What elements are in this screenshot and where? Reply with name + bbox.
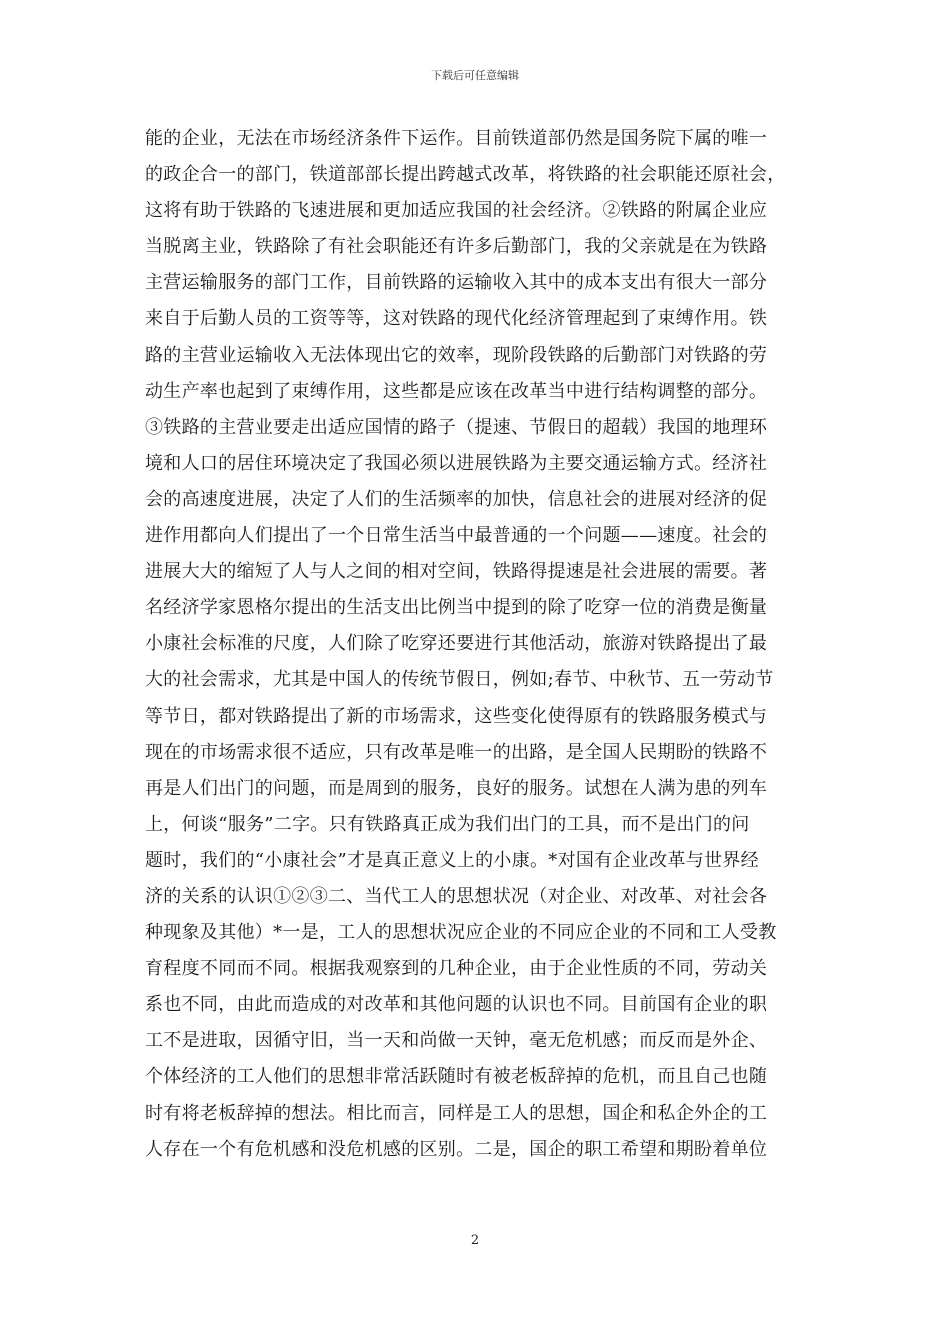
body-line: 的政企合一的部门，铁道部部长提出跨越式改革，将铁路的社会职能还原社会， (145, 164, 786, 186)
body-line: 育程度不同而不同。根据我观察到的几种企业，由于企业性质的不同，劳动关 (145, 958, 768, 980)
body-line: 主营运输服务的部门工作，目前铁路的运输收入其中的成本支出有很大一部分 (145, 272, 768, 294)
body-line: 能的企业，无法在市场经济条件下运作。目前铁道部仍然是国务院下属的唯一 (145, 128, 768, 149)
body-line: 大的社会需求，尤其是中国人的传统节假日，例如;春节、中秋节、五一劳动节 (145, 669, 774, 691)
body-line: 工不是进取，因循守旧，当一天和尚做一天钟，毫无危机感；而反而是外企、 (145, 1030, 768, 1052)
body-line: 再是人们出门的问题，而是周到的服务，良好的服务。试想在人满为患的列车 (145, 777, 768, 799)
body-line: 动生产率也起到了束缚作用，这些都是应该在改革当中进行结构调整的部分。 (145, 380, 768, 402)
document-body (145, 121, 805, 1168)
body-line: 人存在一个有危机感和没危机感的区别。二是，国企的职工希望和期盼着单位 (145, 1138, 768, 1160)
body-line: 小康社会标准的尺度，人们除了吃穿还要进行其他活动，旅游对铁路提出了最 (145, 633, 768, 655)
body-line: 进作用都向人们提出了一个日常生活当中最普通的一个问题——速度。社会的 (145, 525, 768, 547)
body-line: 系也不同，由此而造成的对改革和其他问题的认识也不同。目前国有企业的职 (145, 994, 768, 1016)
body-line: ③铁路的主营业要走出适应国情的路子（提速、节假日的超载）我国的地理环 (145, 416, 768, 438)
body-line: 现在的市场需求很不适应，只有改革是唯一的出路，是全国人民期盼的铁路不 (145, 741, 768, 763)
body-line: 种现象及其他）*一是，工人的思想状况应企业的不同应企业的不同和工人受教 (145, 922, 777, 944)
body-line: 济的关系的认识①②③二、当代工人的思想状况（对企业、对改革、对社会各 (145, 885, 768, 907)
body-line: 境和人口的居住环境决定了我国必须以进展铁路为主要交通运输方式。经济社 (145, 452, 768, 474)
body-line: 题时，我们的“小康社会”才是真正意义上的小康。*对国有企业改革与世界经 (145, 849, 759, 871)
page-number: 2 (470, 1233, 480, 1248)
page-header: 下载后可任意编辑 (431, 69, 519, 82)
body-line: 上，何谈“服务”二字。只有铁路真正成为我们出门的工具，而不是出门的问 (145, 813, 750, 835)
body-line: 名经济学家恩格尔提出的生活支出比例当中提到的除了吃穿一位的消费是衡量 (145, 597, 768, 619)
body-line: 当脱离主业，铁路除了有社会职能还有许多后勤部门，我的父亲就是在为铁路 (145, 236, 768, 258)
body-line: 进展大大的缩短了人与人之间的相对空间，铁路得提速是社会进展的需要。著 (145, 561, 768, 583)
body-line: 会的高速度进展，决定了人们的生活频率的加快，信息社会的进展对经济的促 (145, 488, 768, 510)
body-line: 等节日，都对铁路提出了新的市场需求，这些变化使得原有的铁路服务模式与 (145, 705, 768, 727)
body-line: 这将有助于铁路的飞速进展和更加适应我国的社会经济。②铁路的附属企业应 (145, 200, 768, 222)
body-line: 时有将老板辞掉的想法。相比而言，同样是工人的思想，国企和私企外企的工 (145, 1102, 768, 1124)
body-line: 来自于后勤人员的工资等等，这对铁路的现代化经济管理起到了束缚作用。铁 (145, 308, 768, 330)
body-line: 路的主营业运输收入无法体现出它的效率，现阶段铁路的后勤部门对铁路的劳 (145, 344, 768, 366)
body-line: 个体经济的工人他们的思想非常活跃随时有被老板辞掉的危机，而且自己也随 (145, 1066, 768, 1088)
